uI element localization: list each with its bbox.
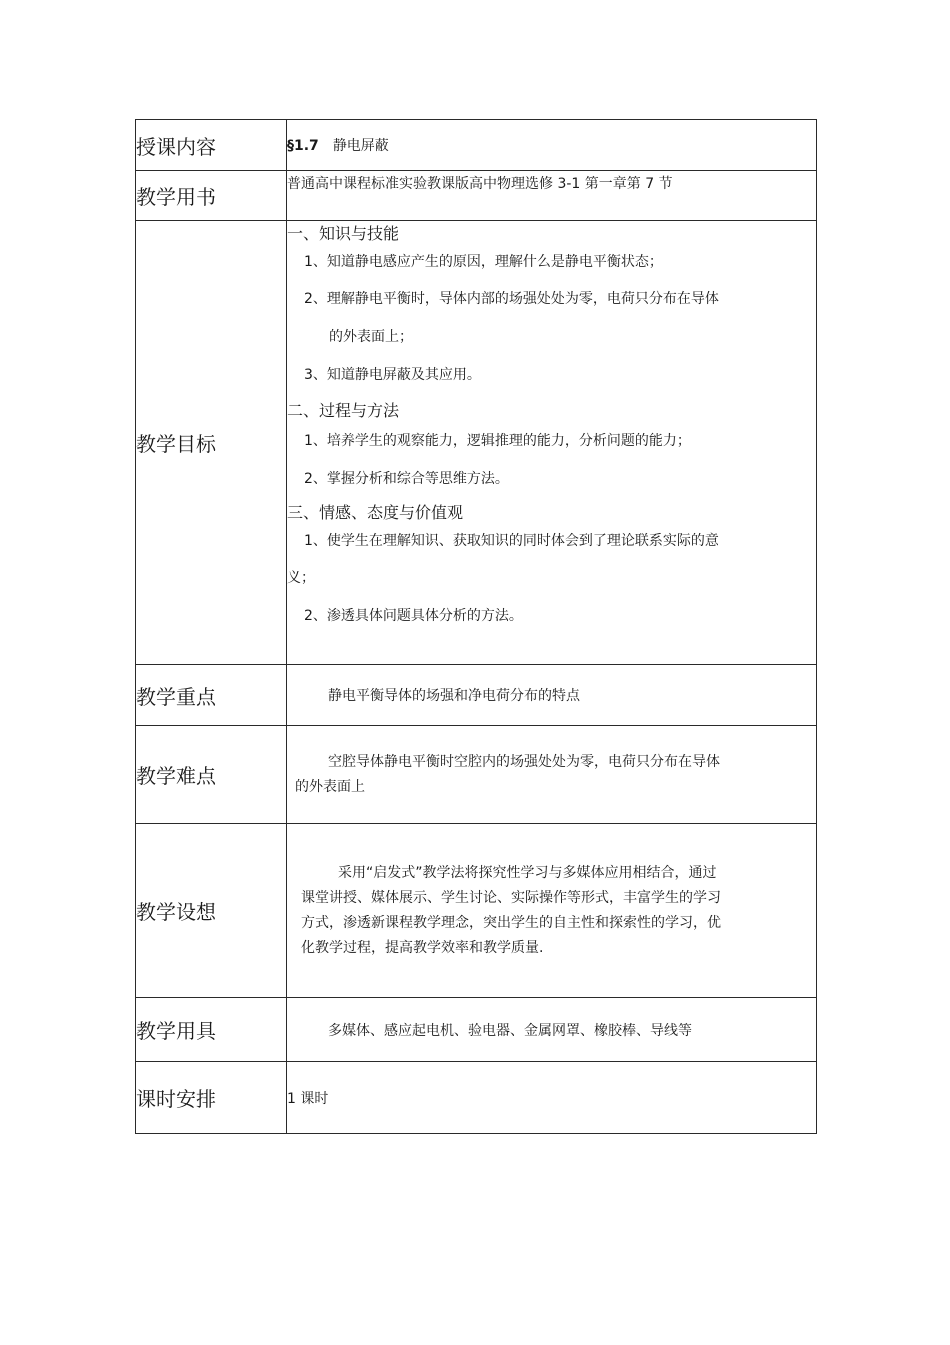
goal-item: 1、培养学生的观察能力，逻辑推理的能力，分析问题的能力； bbox=[304, 433, 691, 449]
lesson-title-text: 静电屏蔽 bbox=[332, 138, 389, 154]
row-goals bbox=[136, 221, 817, 665]
goal-item: 1、知道静电感应产生的原因，理解什么是静电平衡状态； bbox=[304, 254, 663, 270]
lesson-plan-table bbox=[135, 119, 817, 1134]
design-line: 化教学过程，提高教学效率和教学质量. bbox=[301, 939, 544, 956]
difficulties-content bbox=[287, 726, 817, 824]
row-hours bbox=[136, 1062, 817, 1134]
row-tools bbox=[136, 998, 817, 1062]
goals-heading-1: 一、知识与技能 bbox=[287, 224, 400, 243]
hours-value: 1 课时 bbox=[287, 1062, 817, 1134]
goals-heading-3: 三、情感、态度与价值观 bbox=[287, 503, 464, 522]
goal-item: 3、知道静电屏蔽及其应用。 bbox=[304, 367, 481, 383]
section-number: §1.7 bbox=[287, 138, 319, 154]
goal-item: 2、掌握分析和综合等思维方法。 bbox=[304, 471, 509, 487]
row-design bbox=[136, 824, 817, 998]
row-book bbox=[136, 171, 817, 221]
label-tools: 教学用具 bbox=[136, 998, 287, 1062]
design-line: 采用“启发式”教学法将探究性学习与多媒体应用相结合，通过 bbox=[338, 864, 717, 881]
row-difficulties bbox=[136, 726, 817, 824]
row-content bbox=[136, 120, 817, 171]
label-goals: 教学目标 bbox=[136, 221, 287, 665]
tools-value: 多媒体、感应起电机、验电器、金属网罩、橡胶棒、导线等 bbox=[287, 998, 817, 1062]
goals-content bbox=[287, 221, 817, 665]
label-key-points: 教学重点 bbox=[136, 665, 287, 726]
label-book: 教学用书 bbox=[136, 171, 287, 221]
goal-item: 的外表面上； bbox=[329, 329, 413, 345]
goal-item: 1、使学生在理解知识、获取知识的同时体会到了理论联系实际的意 bbox=[304, 533, 719, 549]
design-content bbox=[287, 824, 817, 998]
label-content: 授课内容 bbox=[136, 120, 287, 171]
label-difficulties: 教学难点 bbox=[136, 726, 287, 824]
goal-item: 义； bbox=[287, 570, 315, 586]
goals-heading-2: 二、过程与方法 bbox=[287, 401, 400, 420]
difficulties-line: 空腔导体静电平衡时空腔内的场强处处为零，电荷只分布在导体 bbox=[328, 753, 720, 770]
goal-item: 2、理解静电平衡时，导体内部的场强处处为零，电荷只分布在导体 bbox=[304, 291, 719, 307]
book-value: 普通高中课程标准实验教课版高中物理选修 3-1 第一章第 7 节 bbox=[287, 171, 817, 221]
goal-item: 2、渗透具体问题具体分析的方法。 bbox=[304, 608, 523, 624]
design-line: 方式，渗透新课程教学理念，突出学生的自主性和探索性的学习，优 bbox=[301, 914, 721, 931]
key-points-value: 静电平衡导体的场强和净电荷分布的特点 bbox=[287, 665, 817, 726]
label-hours: 课时安排 bbox=[136, 1062, 287, 1134]
design-line: 课堂讲授、媒体展示、学生讨论、实际操作等形式，丰富学生的学习 bbox=[301, 889, 721, 906]
difficulties-line: 的外表面上 bbox=[295, 778, 365, 795]
lesson-title bbox=[287, 120, 817, 171]
label-design: 教学设想 bbox=[136, 824, 287, 998]
row-key-points bbox=[136, 665, 817, 726]
